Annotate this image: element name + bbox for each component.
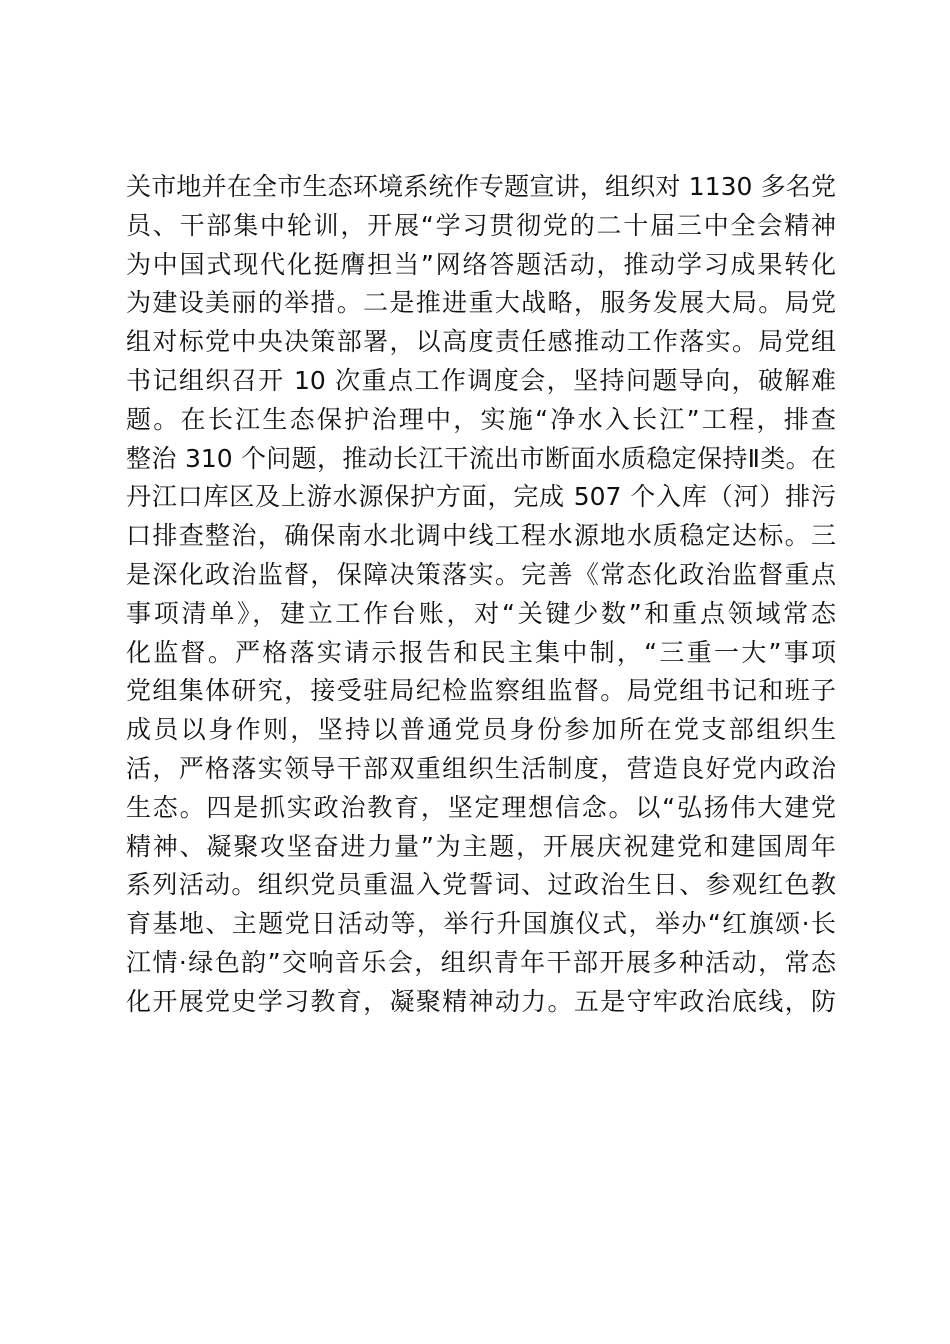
text-line-11: 是深化政治监督，保障决策落实。完善《常态化政治监督重点 bbox=[126, 559, 836, 589]
text-line-7: 题。在长江生态保护治理中，实施“净水入长江”工程，排查 bbox=[126, 404, 836, 434]
text-line-10: 口排查整治，确保南水北调中线工程水源地水质稳定达标。三 bbox=[126, 521, 836, 551]
text-line-14: 党组集体研究，接受驻局纪检监察组监督。局党组书记和班子 bbox=[126, 676, 836, 706]
text-line-18: 精神、凝聚攻坚奋进力量”为主题，开展庆祝建党和建国周年 bbox=[126, 831, 836, 861]
text-line-21: 江情·绿色韵”交响音乐会，组织青年干部开展多种活动，常态 bbox=[126, 947, 836, 977]
text-line-17: 生态。四是抓实政治教育，坚定理想信念。以“弘扬伟大建党 bbox=[126, 792, 836, 822]
text-line-13: 化监督。严格落实请示报告和民主集中制，“三重一大”事项 bbox=[126, 637, 836, 667]
text-line-6: 书记组织召开 10 次重点工作调度会，坚持问题导向，破解难 bbox=[126, 365, 836, 395]
text-line-5: 组对标党中央决策部署，以高度责任感推动工作落实。局党组 bbox=[126, 327, 836, 357]
text-line-3: 为中国式现代化挺膺担当”网络答题活动，推动学习成果转化 bbox=[126, 249, 836, 279]
text-line-2: 员、干部集中轮训，开展“学习贯彻党的二十届三中全会精神 bbox=[126, 210, 836, 240]
text-line-9: 丹江口库区及上游水源保护方面，完成 507 个入库（河）排污 bbox=[126, 482, 836, 512]
text-line-12: 事项清单》，建立工作台账，对“关键少数”和重点领域常态 bbox=[126, 598, 836, 628]
body-paragraph bbox=[126, 168, 836, 1022]
text-line-15: 成员以身作则，坚持以普通党员身份参加所在党支部组织生 bbox=[126, 715, 836, 745]
text-line-8: 整治 310 个问题，推动长江干流出市断面水质稳定保持Ⅱ类。在 bbox=[126, 443, 836, 473]
text-line-4: 为建设美丽的举措。二是推进重大战略，服务发展大局。局党 bbox=[126, 288, 836, 318]
text-line-20: 育基地、主题党日活动等，举行升国旗仪式，举办“红旗颂·长 bbox=[126, 909, 836, 939]
text-line-19: 系列活动。组织党员重温入党誓词、过政治生日、参观红色教 bbox=[126, 870, 836, 900]
text-line-22: 化开展党史学习教育，凝聚精神动力。五是守牢政治底线，防 bbox=[126, 986, 836, 1016]
text-line-16: 活，严格落实领导干部双重组织生活制度，营造良好党内政治 bbox=[126, 753, 836, 783]
text-line-1: 关市地并在全市生态环境系统作专题宣讲，组织对 1130 多名党 bbox=[126, 172, 836, 201]
